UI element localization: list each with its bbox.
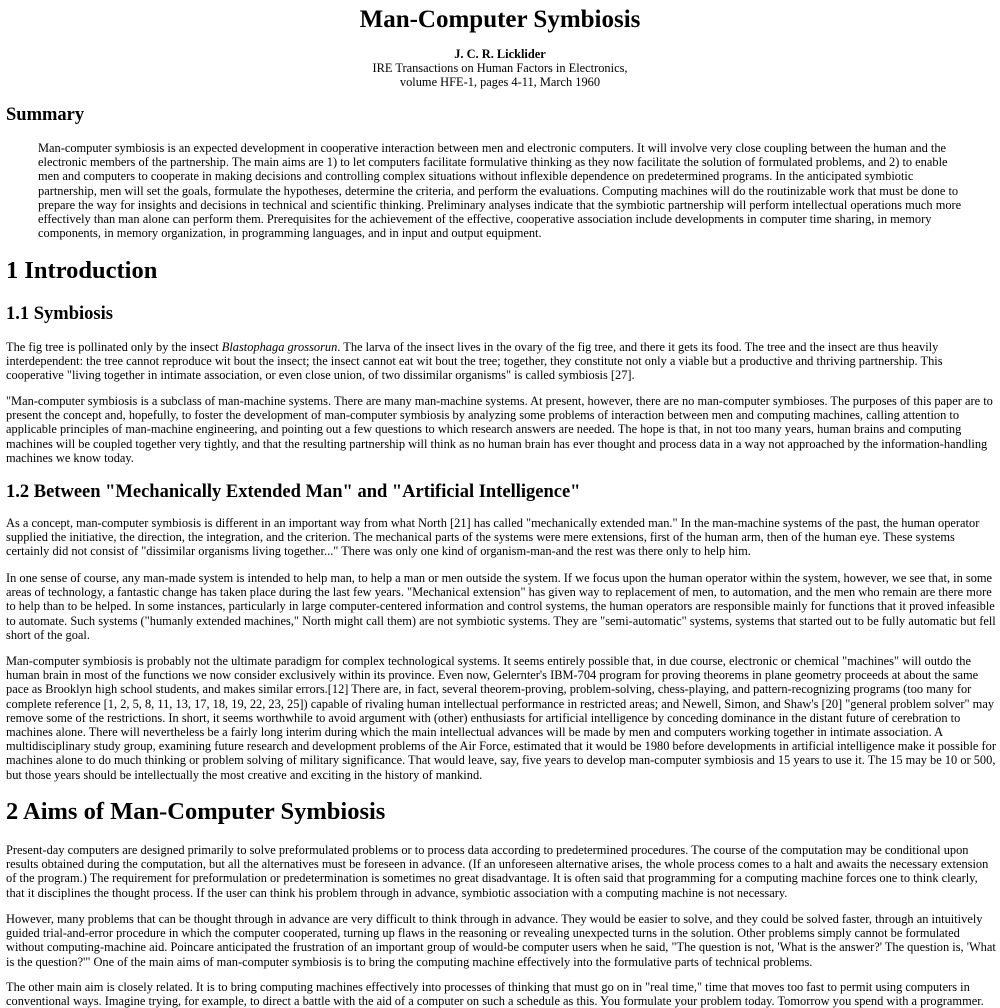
subsection-1-2-heading: 1.2 Between "Mechanically Extended Man" and "Artificial Intelligence" — [6, 482, 581, 502]
paragraph-symbiosis-1 — [6, 340, 996, 383]
paragraph-symbiosis-2: "Man-computer symbiosis is a subclass of man-machine systems. There are many man-machine systems. At present, however, there are no man-computer symbioses. The purposes of this paper are to present the concept and, hopefully, to foster the development of man-computer symbiosis by analyzing some problems of interaction between men and computing machines, calling attention to applicable principles of man-machine engineering, and pointing out a few questions to which research answers are needed. The hope is that, in not too many years, human brains and computing machines will be coupled together very tightly, and that the resulting partnership will think as no human brain has ever thought and process data in a way not approached by the information-handling machines we know today. — [6, 394, 993, 465]
species-name: Blastophaga grossorun — [221, 340, 338, 354]
paragraph-aims-1: Present-day computers are designed primarily to solve preformulated problems or to process data according to predetermined procedures. The course of the computation may be conditional upon results obtained during the computation, but all the alternatives must be foreseen in advance. (If an unforeseen alternative arises, the whole process comes to a halt and awaits the necessary extension of the program.) The requirement for preformulation or predetermination is sometimes no great disadvantage. It is often said that programming for a computing machine forces one to think clearly, that it disciplines the thought process. If the user can think his problem through in advance, symbiotic association with a computing machine is not necessary. — [6, 843, 989, 900]
paragraph-text: . The larva of the insect lives in the ovary of the fig tree, and there it gets its food. The tree and the insect are thus heavily interdependent: the tree cannot reproduce wit bout the insect; the insect cannot eat wit bout the tree; together, they constitute not only a viable but a productive and thriving partnership. This cooperative "living together in intimate association, or even close union, of two dissimilar organisms" is called symbiosis [27]. — [6, 340, 943, 383]
paragraph-aims-2: However, many problems that can be thought through in advance are very difficult to think through in advance. They would be easier to solve, and they could be solved faster, through an intuitively guided trial-and-error procedure in which the computer cooperated, turning up flaws in the reasoning or revealing unexpected turns in the solution. Other problems simply cannot be formulated without computing-machine aid. Poincare anticipated the frustration of an important group of would-be computer users when he said, "The question is not, 'What is the answer?' The question is, 'What is the question?'" One of the main aims of man-computer symbiosis is to bring the computing machine effectively into the formulative parts of technical problems. — [6, 912, 996, 969]
section-1-heading: 1 Introduction — [6, 257, 158, 284]
document-title: Man-Computer Symbiosis — [359, 6, 641, 33]
paragraph-aims-3: The other main aim is closely related. It is to bring computing machines effectively into processes of thinking that must go on in "real time," time that moves too fast to permit using computers in conventional ways. Imagine trying, for example, to direct a battle with the aid of a computer on such a schedule as this. You formulate your problem today. Tomorrow you spend with a programmer. — [6, 980, 984, 1008]
subsection-1-1-heading: 1.1 Symbiosis — [6, 304, 113, 324]
author-name: J. C. R. Licklider — [454, 47, 546, 61]
publication-line-2: volume HFE-1, pages 4-11, March 1960 — [399, 75, 601, 89]
section-2-heading: 2 Aims of Man-Computer Symbiosis — [6, 798, 386, 825]
paragraph-extended-man-1: As a concept, man-computer symbiosis is different in an important way from what North [21] has called "mechanically extended man." In the man-machine systems of the past, the human operator supplied the initiative, the direction, the integration, and the criterion. The mechanical parts of the systems were mere extensions, first of the human arm, then of the human eye. These systems certainly did not consist of "dissimilar organisms living together..." There was only one kind of organism-man-and the rest was there only to help him. — [6, 516, 980, 559]
paragraph-extended-man-2: In one sense of course, any man-made system is intended to help man, to help a man or men outside the system. If we focus upon the human operator within the system, however, we see that, in some areas of technology, a fantastic change has taken place during the last few years. "Mechanical extension" has given way to replacement of men, to automation, and the men who remain are there more to help than to be helped. In some instances, particularly in large computer-centered information and control systems, the human operators are responsible mainly for functions that it proved infeasible to automate. Such systems ("humanly extended machines," North might call them) are not symbiotic systems. They are "semi-automatic" systems, systems that started out to be fully automatic but fell short of the goal. — [6, 571, 996, 642]
byline — [0, 47, 1000, 89]
publication-line-1: IRE Transactions on Human Factors in Electronics, — [372, 61, 628, 75]
paragraph-text: The fig tree is pollinated only by the insect — [6, 340, 222, 354]
summary-text: Man-computer symbiosis is an expected development in cooperative interaction between men and electronic computers. It will involve very close coupling between the human and the electronic members of the partnership. The main aims are 1) to let computers facilitate formulative thinking as they now facilitate the solution of formulated problems, and 2) to enable men and computers to cooperate in making decisions and controlling complex situations without inflexible dependence on predetermined programs. In the anticipated symbiotic partnership, men will set the goals, formulate the hypotheses, determine the criteria, and perform the evaluations. Computing machines will do the routinizable work that must be done to prepare the way for insights and decisions in technical and scientific thinking. Preliminary analyses indicate that the symbiotic partnership will perform intellectual operations much more effectively than man alone can perform them. Prerequisites for the achievement of the effective, cooperative association include developments in computer time sharing, in memory components, in memory organization, in programming languages, and in input and output equipment. — [38, 141, 962, 241]
summary-heading: Summary — [6, 105, 85, 125]
paragraph-extended-man-3: Man-computer symbiosis is probably not the ultimate paradigm for complex technological systems. It seems entirely possible that, in due course, electronic or chemical "machines" will outdo the human brain in most of the functions we now consider exclusively within its province. Even now, Gelernter's IBM-704 program for proving theorems in plane geometry proceeds at about the same pace as Brooklyn high school students, and makes similar errors.[12] There are, in fact, several theorem-proving, problem-solving, chess-playing, and pattern-recognizing programs (too many for complete reference [1, 2, 5, 8, 11, 13, 17, 18, 19, 22, 23, 25]) capable of rivaling human intellectual performance in restricted areas; and Newell, Simon, and Shaw's [20] "general problem solver" may remove some of the restrictions. In short, it seems worthwhile to avoid argument with (other) enthusiasts for artificial intelligence by conceding dominance in the distant future of cerebration to machines alone. There will nevertheless be a fairly long interim during which the main intellectual advances will be made by men and computers working together in intimate association. A multidisciplinary study group, examining future research and development problems of the Air Force, estimated that it would be 1980 before developments in artificial intelligence make it possible for machines alone to do much thinking or problem solving of military significance. That would leave, say, five years to develop man-computer symbiosis and 15 years to use it. The 15 may be 10 or 500, but those years should be intellectually the most creative and exciting in the history of mankind. — [6, 654, 996, 782]
